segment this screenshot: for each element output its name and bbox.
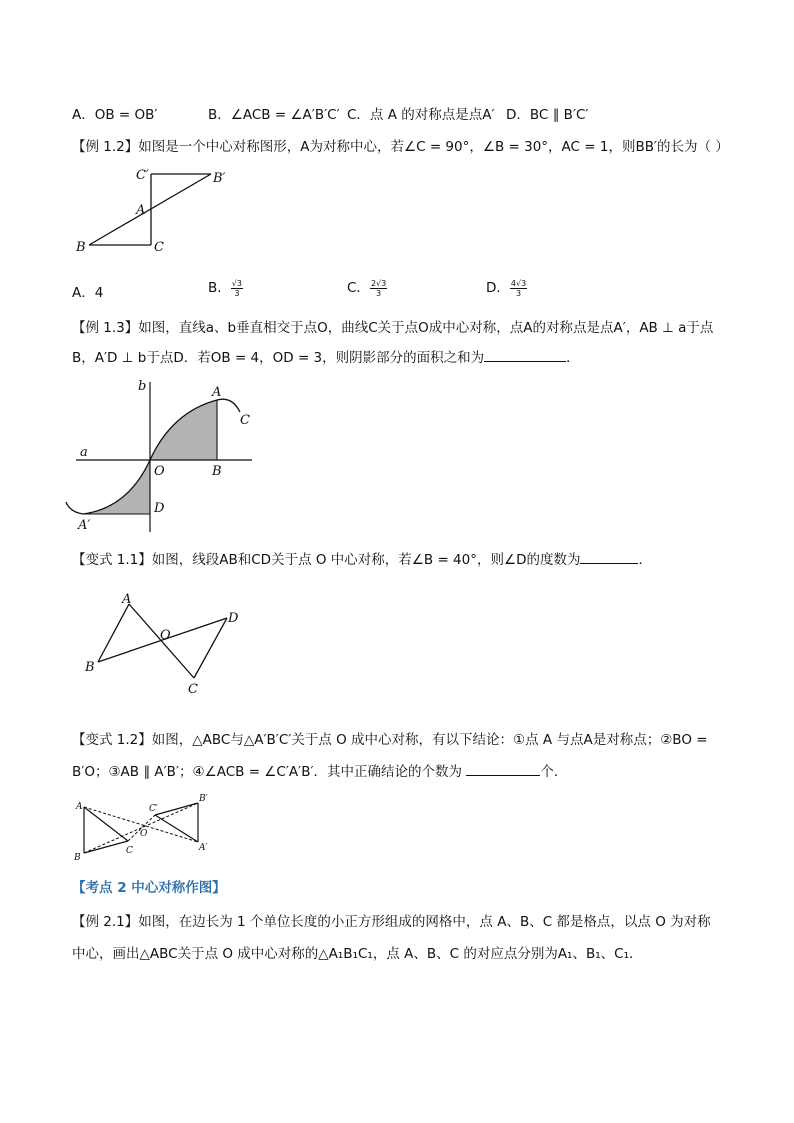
label-axis-a: a: [80, 445, 88, 460]
v12-line1: 【变式 1.2】如图，△ABC与△A′B′C′关于点 O 成中心对称，有以下结论：①点 A 与点A是对称点；②BO =: [72, 732, 708, 748]
label-a: A: [136, 203, 146, 218]
label-b: B: [85, 660, 95, 675]
section-heading: 【考点 2 中心对称作图】: [72, 880, 226, 896]
v11-question: 【变式 1.1】如图，线段AB和CD关于点 O 中心对称，若∠B = 40°，则∠D的度数为 ．: [72, 552, 652, 568]
label-curve-c: C: [240, 413, 250, 428]
label-b: B: [76, 240, 86, 255]
label-b: B: [74, 853, 81, 862]
q13-line2: B，A′D ⊥ b于点D．若OB = 4，OD = 3，则阴影部分的面积之和为 ．: [72, 350, 580, 366]
label-b-prime: B′: [199, 794, 208, 804]
q11-option-b: B．∠ACB = ∠A′B′C′: [208, 107, 340, 123]
label-o: O: [160, 628, 171, 643]
v12-figure: [70, 790, 220, 862]
label-o: O: [140, 829, 148, 839]
q11-option-d: D．BC ∥ B′C′: [506, 107, 589, 123]
label-a-prime: A′: [199, 843, 208, 853]
q21-line2: 中心，画出△ABC关于点 O 成中心对称的△A₁B₁C₁，点 A、B、C 的对应点分别为A₁、B₁、C₁．: [72, 946, 643, 962]
v12-line2: B′O；③AB ∥ A′B′；④∠ACB = ∠C′A′B′．其中正确结论的个数为 个．: [72, 764, 568, 780]
v11-figure: [80, 590, 260, 700]
label-point-a: A: [212, 385, 222, 400]
q13-figure: [62, 376, 272, 536]
label-c: C: [188, 682, 198, 697]
q12-option-b: B． $\frac{√3}{3}$: [208, 278, 242, 298]
q11-option-c: C．点 A 的对称点是点A′: [347, 107, 495, 123]
q12-figure: [70, 162, 240, 262]
answer-blank[interactable]: [580, 551, 638, 564]
q21-line1: 【例 2.1】如图，在边长为 1 个单位长度的小正方形组成的网格中，点 A、B、C 都是格点，以点 O 为对称: [72, 914, 711, 930]
label-a: A: [76, 802, 83, 812]
q12-option-c: C． $\frac{2√3}{3}$: [347, 278, 387, 298]
label-point-b: B: [212, 464, 222, 479]
q13-line1: 【例 1.3】如图，直线a、b垂直相交于点O，曲线C关于点O成中心对称，点A的对称点是点A′，AB ⊥ a于点: [72, 320, 714, 336]
label-point-o: O: [154, 464, 165, 479]
label-c-prime: C′: [136, 168, 149, 183]
label-point-a-prime: A′: [78, 518, 91, 533]
answer-blank[interactable]: [466, 763, 540, 776]
q12-option-d: D． $\frac{4√3}{3}$: [486, 278, 527, 298]
label-d: D: [228, 611, 239, 626]
q11-option-a: A．OB = OB′: [72, 107, 158, 123]
label-b-prime: B′: [213, 171, 226, 186]
label-c: C: [154, 240, 164, 255]
q12-question: 【例 1.2】如图是一个中心对称图形，A为对称中心，若∠C = 90°，∠B = 30°，AC = 1，则BB′的长为（ ）: [72, 139, 729, 155]
label-point-d: D: [154, 501, 165, 516]
label-a: A: [122, 592, 132, 607]
label-c: C: [126, 846, 133, 856]
label-axis-b: b: [138, 379, 147, 394]
q12-option-a: A．4: [72, 285, 104, 301]
answer-blank[interactable]: [484, 349, 566, 362]
label-c-prime: C′: [149, 804, 158, 814]
